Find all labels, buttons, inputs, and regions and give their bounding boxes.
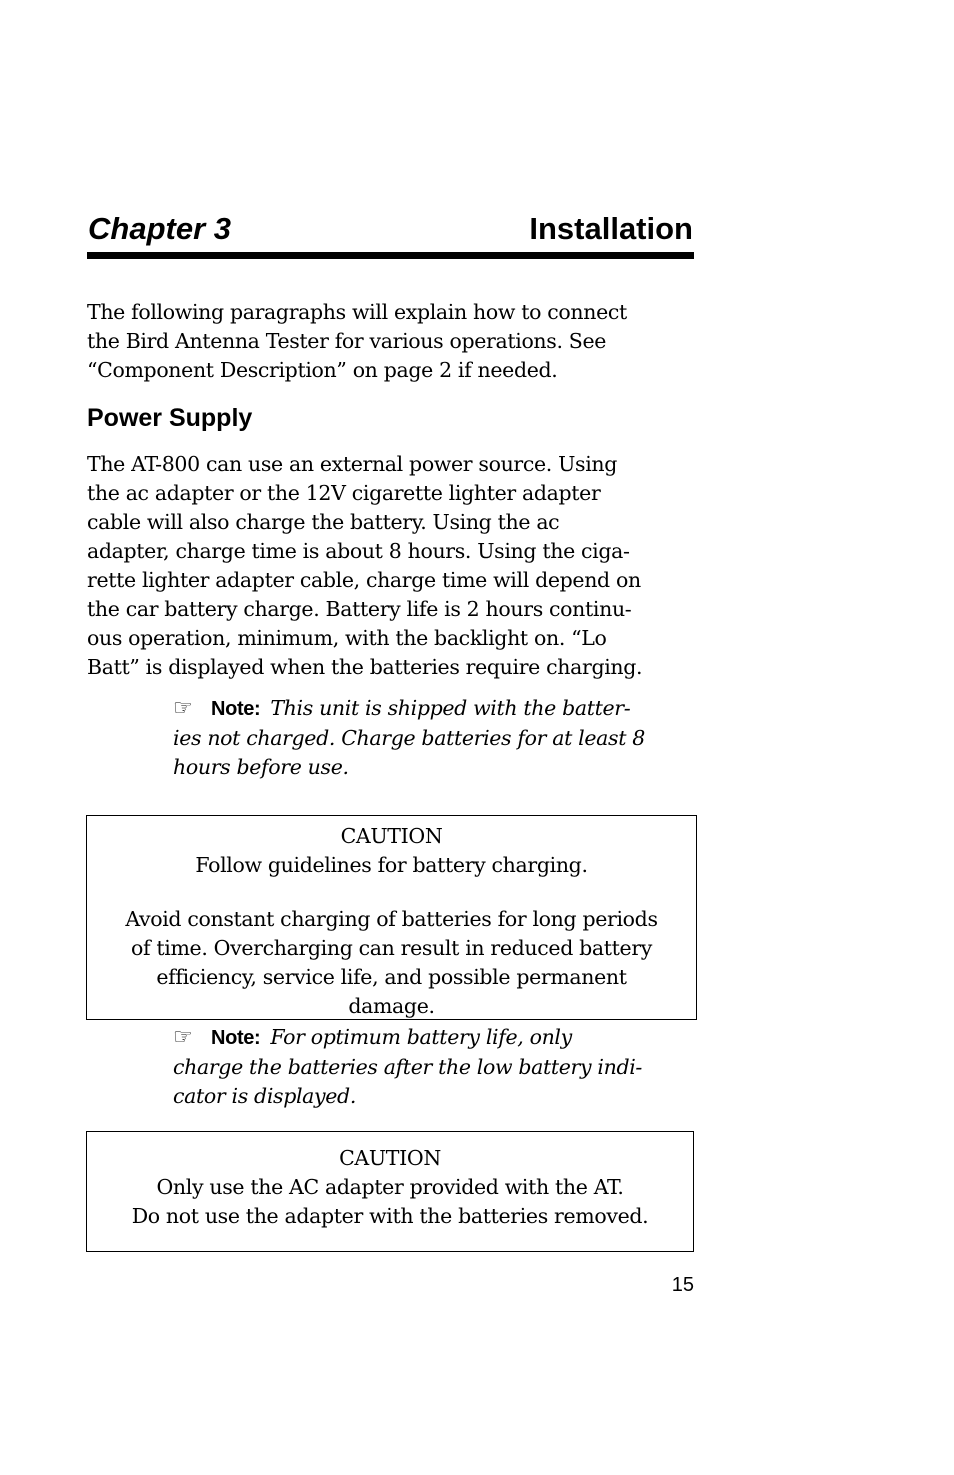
paragraph-line: Batt” is displayed when the batteries require charging. <box>87 655 643 679</box>
caution-line: Only use the AC adapter provided with the AT. <box>156 1175 624 1199</box>
caution-line: Follow guidelines for battery charging. <box>195 853 588 877</box>
note-text: charge the batteries after the low battery indi- <box>173 1055 643 1079</box>
paragraph-line: the ac adapter or the 12V cigarette lighter adapter <box>87 481 601 505</box>
caution-line: efficiency, service life, and possible permanent <box>156 965 627 989</box>
page-number: 15 <box>671 1274 694 1296</box>
paragraph-line: The AT-800 can use an external power source. Using <box>87 452 618 476</box>
section-heading-power-supply: Power Supply <box>87 404 253 432</box>
note-text: This unit is shipped with the batter- <box>270 696 631 720</box>
caution-line: Do not use the adapter with the batteries removed. <box>131 1204 649 1228</box>
paragraph-line: adapter, charge time is about 8 hours. Using the ciga- <box>87 539 630 563</box>
paragraph-line: the car battery charge. Battery life is 2 hours continu- <box>87 597 632 621</box>
paragraph-line: rette lighter adapter cable, charge time will depend on <box>87 568 641 592</box>
note-shipped-uncharged <box>173 694 703 782</box>
spacer <box>87 880 696 905</box>
intro-paragraph <box>87 298 707 385</box>
intro-line: the Bird Antenna Tester for various operations. See <box>87 329 607 353</box>
caution-box-ac-adapter <box>86 1131 694 1252</box>
pointing-hand-icon: ☞ <box>173 1025 193 1050</box>
note-optimum-battery-life <box>173 1023 703 1111</box>
note-text: For optimum battery life, only <box>270 1025 572 1049</box>
intro-line: “Component Description” on page 2 if needed. <box>87 358 558 382</box>
note-label: Note: <box>211 698 261 720</box>
caution-title: CAUTION <box>339 1146 441 1170</box>
paragraph-line: cable will also charge the battery. Using the ac <box>87 510 560 534</box>
caution-title: CAUTION <box>340 824 443 848</box>
caution-line: damage. <box>348 994 435 1018</box>
note-label: Note: <box>211 1027 261 1049</box>
note-text: hours before use. <box>173 755 349 779</box>
note-text: cator is displayed. <box>173 1084 356 1108</box>
header-rule <box>87 252 694 259</box>
caution-line: Avoid constant charging of batteries for long periods <box>125 907 658 931</box>
chapter-title: Installation <box>529 211 693 246</box>
caution-line: of time. Overcharging can result in reduced battery <box>130 936 653 960</box>
power-supply-paragraph <box>87 450 707 682</box>
pointing-hand-icon: ☞ <box>173 696 193 721</box>
chapter-label: Chapter 3 <box>88 211 231 246</box>
paragraph-line: ous operation, minimum, with the backlight on. “Lo <box>87 626 607 650</box>
chapter-header <box>87 207 694 251</box>
caution-box-charging <box>86 815 697 1020</box>
note-text: ies not charged. Charge batteries for at least 8 <box>173 726 645 750</box>
intro-line: The following paragraphs will explain how to connect <box>87 300 627 324</box>
